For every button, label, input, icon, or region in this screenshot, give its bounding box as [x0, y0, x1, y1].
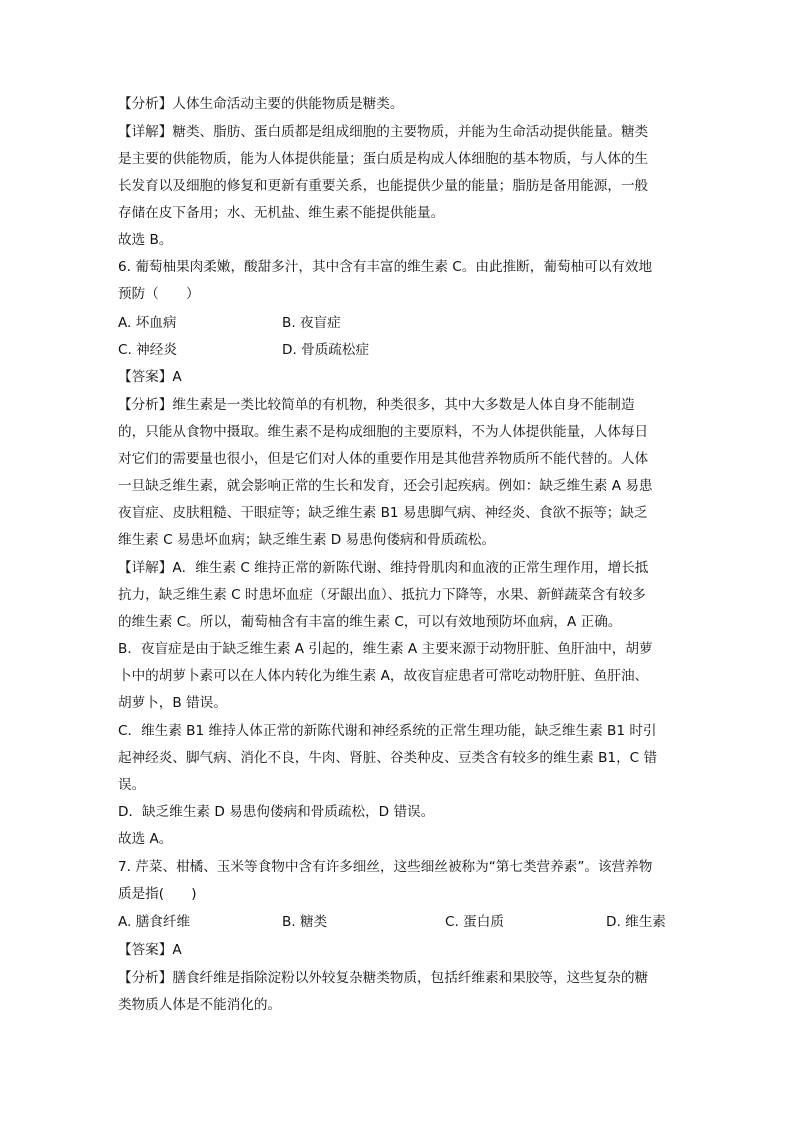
- q6-explanation-line: 起神经炎、脚气病、消化不良，牛肉、肾脏、谷类种皮、豆类含有较多的维生素 B1，C 错: [118, 750, 658, 766]
- q6-analysis-line: 的，只能从食物中摄取。维生素不是构成细胞的主要原料，不为人体提供能量，人体每日: [118, 424, 649, 440]
- question-6-stem: 6. 葡萄柚果肉柔嫩，酸甜多汁，其中含有丰富的维生素 C。由此推断，葡萄柚可以有效地: [118, 259, 653, 275]
- q6-explanation-line: 误。: [118, 777, 146, 793]
- q7-option-a: A. 膳食纤维: [118, 914, 191, 930]
- question-7-stem: 7. 芹菜、柑橘、玉米等食物中含有许多细丝，这些细丝被称为“第七类营养素”。该营养物: [118, 859, 653, 875]
- q6-option-d: D. 骨质疏松症: [282, 342, 370, 358]
- q6-explanation-line: 卜中的胡萝卜素可以在人体内转化为维生素 A，故夜盲症患者可常吃动物肝脏、鱼肝油、: [118, 668, 649, 684]
- q6-analysis-line: 夜盲症、皮肤粗糙、干眼症等；缺乏维生素 B1 易患脚气病、神经炎、食欲不振等；缺乏: [118, 505, 648, 521]
- explanation-line: 存储在皮下备用；水、无机盐、维生素不能提供能量。: [118, 205, 445, 221]
- q7-answer: 【答案】A: [118, 942, 182, 958]
- q6-analysis-line: 维生素 C 易患坏血病；缺乏维生素 D 易患佝偻病和骨质疏松。: [118, 532, 496, 548]
- q7-option-c: C. 蛋白质: [445, 914, 504, 930]
- q6-explanation-line: 抗力，缺乏维生素 C 时患坏血症（牙龈出血）、抵抗力下降等，水果、新鲜蔬菜含有较多: [118, 587, 646, 603]
- q7-option-d: D. 维生素: [606, 914, 666, 930]
- explanation-line: 是主要的供能物质，能为人体提供能量；蛋白质是构成人体细胞的基本物质，与人体的生: [118, 151, 649, 167]
- explanation-line: 长发育以及细胞的修复和更新有重要关系，也能提供少量的能量；脂肪是备用能源，一般: [118, 178, 649, 194]
- q6-explanation-line: B．夜盲症是由于缺乏维生素 A 引起的，维生素 A 主要来源于动物肝脏、鱼肝油中，胡萝: [118, 641, 653, 657]
- question-7-stem: 质是指( ): [118, 886, 197, 902]
- q6-option-c: C. 神经炎: [118, 342, 177, 358]
- q6-option-a: A. 坏血病: [118, 315, 177, 331]
- q6-analysis-line: 对它们的需要量也很小，但是它们对人体的重要作用是其他营养物质所不能代替的。人体: [118, 451, 649, 467]
- analysis-paragraph: 【分析】人体生命活动主要的供能物质是糖类。: [118, 96, 404, 112]
- q6-answer: 【答案】A: [118, 369, 182, 385]
- q6-analysis-line: 【分析】维生素是一类比较简单的有机物，种类很多，其中大多数是人体自身不能制造: [118, 397, 635, 413]
- q7-analysis-line: 【分析】膳食纤维是指除淀粉以外较复杂糖类物质，包括纤维素和果胶等，这些复杂的糖: [118, 970, 649, 986]
- q7-analysis-line: 类物质人体是不能消化的。: [118, 997, 282, 1013]
- q6-explanation-line: 的维生素 C。所以，葡萄柚含有丰富的维生素 C，可以有效地预防坏血病，A 正确。: [118, 614, 622, 630]
- conclusion-line: 故选 B。: [118, 232, 173, 248]
- explanation-line: 【详解】糖类、脂肪、蛋白质都是组成细胞的主要物质，并能为生命活动提供能量。糖类: [118, 124, 649, 140]
- q6-conclusion: 故选 A。: [118, 831, 173, 847]
- q6-explanation-line: 胡萝卜，B 错误。: [118, 695, 227, 711]
- question-6-stem: 预防（ ）: [118, 286, 200, 302]
- q6-explanation-line: C．维生素 B1 维持人体正常的新陈代谢和神经系统的正常生理功能，缺乏维生素 B1 时引: [118, 723, 657, 739]
- q6-explanation-line: D．缺乏维生素 D 易患佝偻病和骨质疏松，D 错误。: [118, 804, 435, 820]
- q6-analysis-line: 一旦缺乏维生素，就会影响正常的生长和发育，还会引起疾病。例如：缺乏维生素 A 易患: [118, 478, 653, 494]
- q6-explanation-line: 【详解】A．维生素 C 维持正常的新陈代谢、维持骨肌肉和血液的正常生理作用，增长抵: [118, 560, 649, 576]
- q7-option-b: B. 糖类: [282, 914, 328, 930]
- q6-option-b: B. 夜盲症: [282, 315, 341, 331]
